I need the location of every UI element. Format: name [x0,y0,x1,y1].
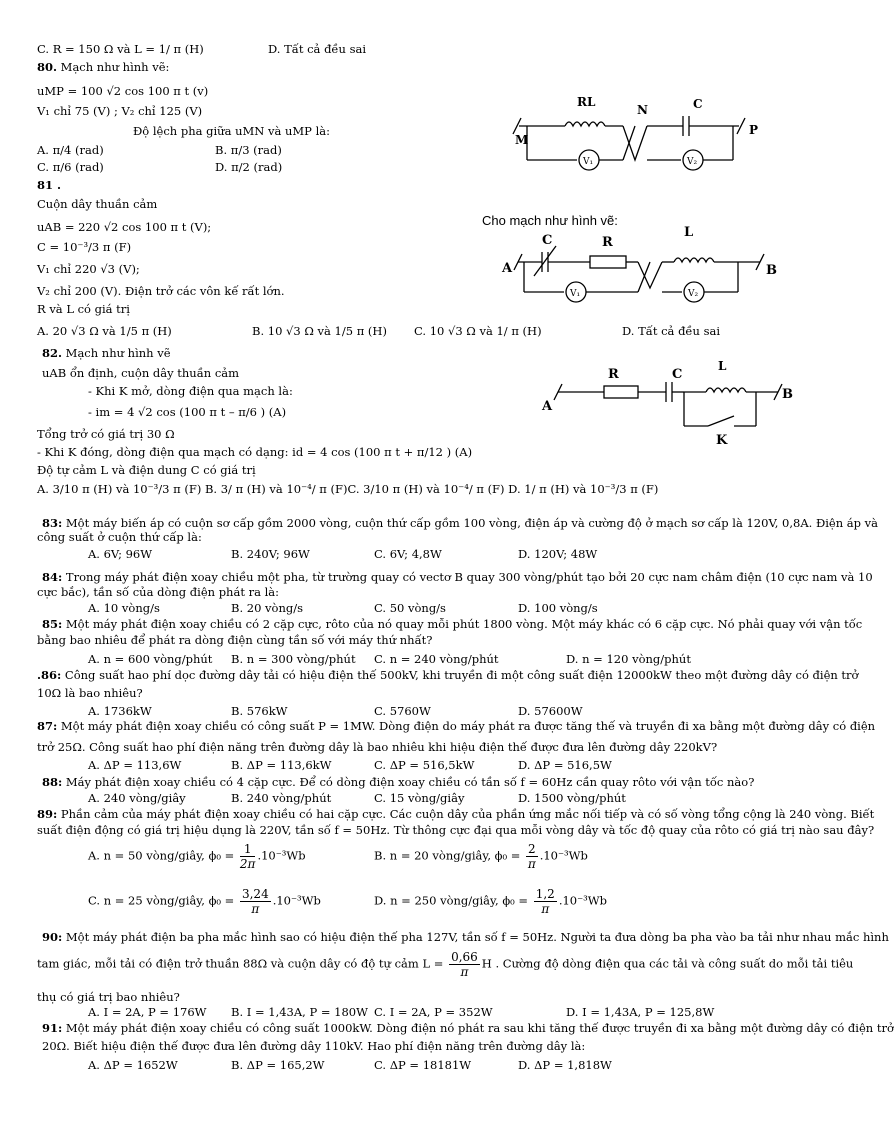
q89-c-den: π [251,902,260,916]
q85-number: 85: [42,617,63,631]
q82-number: 82. [42,346,63,360]
q83-option-d: D. 120V; 48W [518,547,598,561]
q90-inductance-fraction [449,950,480,979]
q85-option-c: C. n = 240 vòng/phút [374,652,499,666]
q91-option-a: A. ΔP = 1652W [88,1058,178,1072]
q81-circuit-diagram [498,222,788,308]
q90-frac-den: π [460,965,469,979]
q82-title-text: Mạch như hình vẽ [65,346,171,360]
q83-text: Một máy biến áp có cuộn sơ cấp gồm 2000 vòng, cuộn thứ cấp gồm 100 vòng, điện áp và cường độ ở mạch sơ cấp là 120V, 0,8A. Điện áp và [65,516,879,530]
q87-text: Một máy phát điện xoay chiều có công suất P = 1MW. Dòng điện do máy phát ra được tăng thế và truyền đi xa bằng một đường dây có điện [60,719,876,733]
q86-option-d: D. 57600W [518,704,583,718]
q82-line-7: Độ tự cảm L và điện dung C có giá trị [37,463,256,477]
q89-line-2: suất điện động có giá trị hiệu dụng là 220V, tần số f = 50Hz. Từ thông cực đại qua mỗi vòng dây và tốc độ quay của rôto có giá trị nào sau đây? [37,823,875,837]
q85-option-b: B. n = 300 vòng/phút [231,652,356,666]
q80-title [37,60,169,74]
q82-line-6: - Khi K đóng, dòng điện qua mạch có dạng: id = 4 cos (100 π t + π/12 ) (A) [37,445,473,459]
q87-number: 87: [37,719,58,733]
q89-b-num: 2 [528,842,536,856]
q80-label-c: C [693,97,703,111]
q80-circuit-diagram [505,88,765,178]
q86-option-a: A. 1736kW [88,704,152,718]
q80-option-a: A. π/4 (rad) [37,143,104,157]
q81-option-a: A. 20 √3 Ω và 1/5 π (H) [37,324,172,338]
option-c-prev: C. R = 150 Ω và L = 1/ π (H) [37,42,204,56]
q84-option-b: B. 20 vòng/s [231,601,304,615]
q89-option-d [374,887,607,916]
q80-label-v1: V₁ [583,157,594,167]
q81-label-a: A [502,261,513,276]
q81-label-v2: V₂ [688,289,699,299]
q88-option-c: C. 15 vòng/giây [374,791,465,805]
q88-option-a: A. 240 vòng/giây [88,791,186,805]
q86-line-1 [37,668,858,682]
option-d-prev: D. Tất cả đều sai [268,42,367,56]
q88-text: Máy phát điện xoay chiều có 4 cặp cực. Để có dòng điện xoay chiều có tần số f = 60Hz cần quay rôto với vận tốc nào? [65,775,755,789]
q86-option-c: C. 5760W [374,704,431,718]
q80-option-b: B. π/3 (rad) [215,143,282,157]
q89-c-pre: C. n = 25 vòng/giây, ϕ₀ = [88,893,235,908]
q82-label-c: C [672,367,683,382]
q81-line-4: V₁ chỉ 220 √3 (V); [37,262,140,276]
q81-option-b: B. 10 √3 Ω và 1/5 π (H) [252,324,387,338]
q83-option-c: C. 6V; 4,8W [374,547,442,561]
q81-line-2: uAB = 220 √2 cos 100 π t (V); [37,220,212,234]
q82-line-5: Tổng trở có giá trị 30 Ω [37,427,175,441]
q89-number: 89: [37,807,58,821]
q90-option-c: C. I = 2A, P = 352W [374,1005,493,1019]
q90-option-a: A. I = 2A, P = 176W [88,1005,207,1019]
q86-text: Công suất hao phí dọc đường dây tải có hiệu điện thế 500kV, khi truyền đi một công suất điện 12000kW theo một đường dây có điện trở [64,668,859,682]
q85-text: Một máy phát điện xoay chiều có 2 cặp cực, rôto của nó quay mỗi phút 1800 vòng. Một máy khác có 6 cặp cực. Nó phải quay với vận tốc [65,617,863,631]
q80-option-d: D. π/2 (rad) [215,160,283,174]
q87-option-c: C. ΔP = 516,5kW [374,758,475,772]
q81-line-3: C = 10⁻³/3 π (F) [37,240,132,254]
q82-label-a: A [542,399,553,414]
q89-c-num: 3,24 [241,887,269,901]
q85-option-a: A. n = 600 vòng/phút [88,652,213,666]
q90-line-1 [42,930,889,944]
q81-option-c: C. 10 √3 Ω và 1/ π (H) [414,324,542,338]
q90-line-3: thụ có giá trị bao nhiêu? [37,990,180,1004]
q91-line-2: 20Ω. Biết hiệu điện thế được đưa lên đường dây 110kV. Hao phí điện năng trên đường dây là: [42,1039,586,1053]
q90-line-2 [37,950,853,979]
q84-option-a: A. 10 vòng/s [88,601,160,615]
q82-line-2: uAB ổn định, cuộn dây thuần cảm [42,366,240,380]
q89-d-num: 1,2 [535,887,555,901]
q83-option-a: A. 6V; 96W [88,547,153,561]
q81-label-c: C [542,233,553,248]
q89-a-fraction [240,842,256,871]
q81-line-6: R và L có giá trị [37,302,130,316]
q89-b-post: .10⁻³Wb [539,848,588,863]
q90-number: 90: [42,930,63,944]
q88-option-d: D. 1500 vòng/phút [518,791,626,805]
q80-label-rl: RL [577,95,596,109]
q91-option-d: D. ΔP = 1,818W [518,1058,612,1072]
q82-label-b: B [782,387,793,402]
q89-d-pre: D. n = 250 vòng/giây, ϕ₀ = [374,893,529,908]
q83-line-2: công suất ở cuộn thứ cấp là: [37,530,202,544]
q82-line-3: - Khi K mở, dòng điện qua mạch là: [88,384,293,398]
q89-d-post: .10⁻³Wb [558,893,607,908]
q80-label-n: N [637,103,648,117]
q87-line-1 [37,719,875,733]
q91-option-c: C. ΔP = 18181W [374,1058,472,1072]
q88-line-1 [42,775,754,789]
q89-option-b [374,842,588,871]
q80-u-line: uMP = 100 √2 cos 100 π t (v) [37,84,209,98]
q90-option-b: B. I = 1,43A, P = 180W [231,1005,368,1019]
q87-option-b: B. ΔP = 113,6kW [231,758,332,772]
q82-title [42,346,171,360]
q89-a-pre: A. n = 50 vòng/giây, ϕ₀ = [88,848,235,863]
q81-line-5: V₂ chỉ 200 (V). Điện trở các vôn kế rất lớn. [37,284,285,298]
q90-text-2b: H . Cường độ dòng điện qua các tải và công suất do mỗi tải tiêu [481,956,854,971]
q89-option-c [88,887,321,916]
q80-label-v2: V₂ [687,157,698,167]
q85-line-1 [42,617,862,631]
q89-a-post: .10⁻³Wb [257,848,306,863]
q84-option-d: D. 100 vòng/s [518,601,598,615]
q80-v-line: V₁ chỉ 75 (V) ; V₂ chỉ 125 (V) [37,104,203,118]
q80-number: 80. [37,60,58,74]
q90-text-2a: tam giác, mỗi tải có điện trở thuần 88Ω và cuộn dây có độ tự cảm L = [37,956,444,971]
q83-line-1 [42,516,878,530]
q87-option-a: A. ΔP = 113,6W [88,758,182,772]
q88-number: 88: [42,775,63,789]
q90-option-d: D. I = 1,43A, P = 125,8W [566,1005,715,1019]
q89-text: Phần cảm của máy phát điện xoay chiều có hai cặp cực. Các cuộn dây của phần ứng mắc nối tiếp và có số vòng tổng cộng là 240 vòng. Biết [60,807,875,821]
q85-option-d: D. n = 120 vòng/phút [566,652,691,666]
q91-option-b: B. ΔP = 165,2W [231,1058,325,1072]
q88-option-b: B. 240 vòng/phút [231,791,332,805]
q86-option-b: B. 576kW [231,704,288,718]
q84-line-1 [42,570,873,584]
q82-label-k: K [716,433,728,448]
q84-text: Trong máy phát điện xoay chiều một pha, từ trường quay có vectơ B quay 300 vòng/phút tạo bởi 20 cực nam châm điện (10 cực nam và 10 [65,570,873,584]
q89-d-den: π [541,902,550,916]
q81-caption: Cho mạch như hình vẽ: [482,213,618,228]
q89-b-fraction [526,842,538,871]
q80-ask: Độ lệch pha giữa uMN và uMP là: [133,124,330,138]
q84-number: 84: [42,570,63,584]
q81-label-r: R [602,235,613,250]
q89-option-a [88,842,306,871]
q89-a-num: 1 [240,842,256,857]
q89-b-den: π [527,857,536,871]
q81-label-v1: V₁ [570,289,581,299]
q80-title-text: Mạch như hình vẽ: [60,60,170,74]
q90-frac-num: 0,66 [451,950,478,964]
q87-line-2: trở 25Ω. Công suất hao phí điện năng trên đường dây là bao nhiêu khi hiệu điện thế được đưa lên đường dây 220kV? [37,740,718,754]
q81-number: 81 . [37,178,62,192]
q84-option-c: C. 50 vòng/s [374,601,446,615]
q89-c-fraction [240,887,271,916]
q91-text: Một máy phát điện xoay chiều có công suất 1000kW. Dòng điện nó phát ra sau khi tăng thế được truyền đi xa bằng một đường dây có điện trở [65,1021,894,1035]
q82-circuit-diagram [538,358,798,448]
q91-line-1 [42,1021,894,1035]
q87-option-d: D. ΔP = 516,5W [518,758,612,772]
q80-label-p: P [749,123,759,137]
q82-line-4: - im = 4 √2 cos (100 π t – π/6 ) (A) [88,405,287,419]
q82-label-r: R [608,367,619,382]
q81-option-d: D. Tất cả đều sai [622,324,721,338]
q83-option-b: B. 240V; 96W [231,547,310,561]
q84-line-2: cực bắc), tần số của dòng điện phát ra là: [37,585,280,599]
q80-option-c: C. π/6 (rad) [37,160,104,174]
q89-a-den: 2π [239,857,256,871]
q82-label-l: L [718,359,727,373]
q89-d-fraction [534,887,557,916]
q90-text: Một máy phát điện ba pha mắc hình sao có hiệu điện thế pha 127V, tần số f = 50Hz. Người ta đưa dòng ba pha vào ba tải như nhau mắc hình [65,930,889,944]
q80-label-m: M [515,133,529,147]
q81-label-l: L [684,225,694,240]
q85-line-2: bằng bao nhiêu để phát ra dòng điện cùng tần số với máy thứ nhất? [37,633,433,647]
q83-number: 83: [42,516,63,530]
q86-number: .86: [37,668,62,682]
q89-line-1 [37,807,874,821]
q86-line-2: 10Ω là bao nhiêu? [37,686,143,700]
q89-b-pre: B. n = 20 vòng/giây, ϕ₀ = [374,848,521,863]
q81-label-b: B [766,263,777,278]
q91-number: 91: [42,1021,63,1035]
q81-line-1: Cuộn dây thuần cảm [37,197,158,211]
q82-answer-options: A. 3/10 π (H) và 10⁻³/3 π (F) B. 3/ π (H) và 10⁻⁴/ π (F)C. 3/10 π (H) và 10⁻⁴/ π (F) D. 1/ π (H) và 10⁻³/3 π (F) [37,482,659,496]
q89-c-post: .10⁻³Wb [272,893,321,908]
